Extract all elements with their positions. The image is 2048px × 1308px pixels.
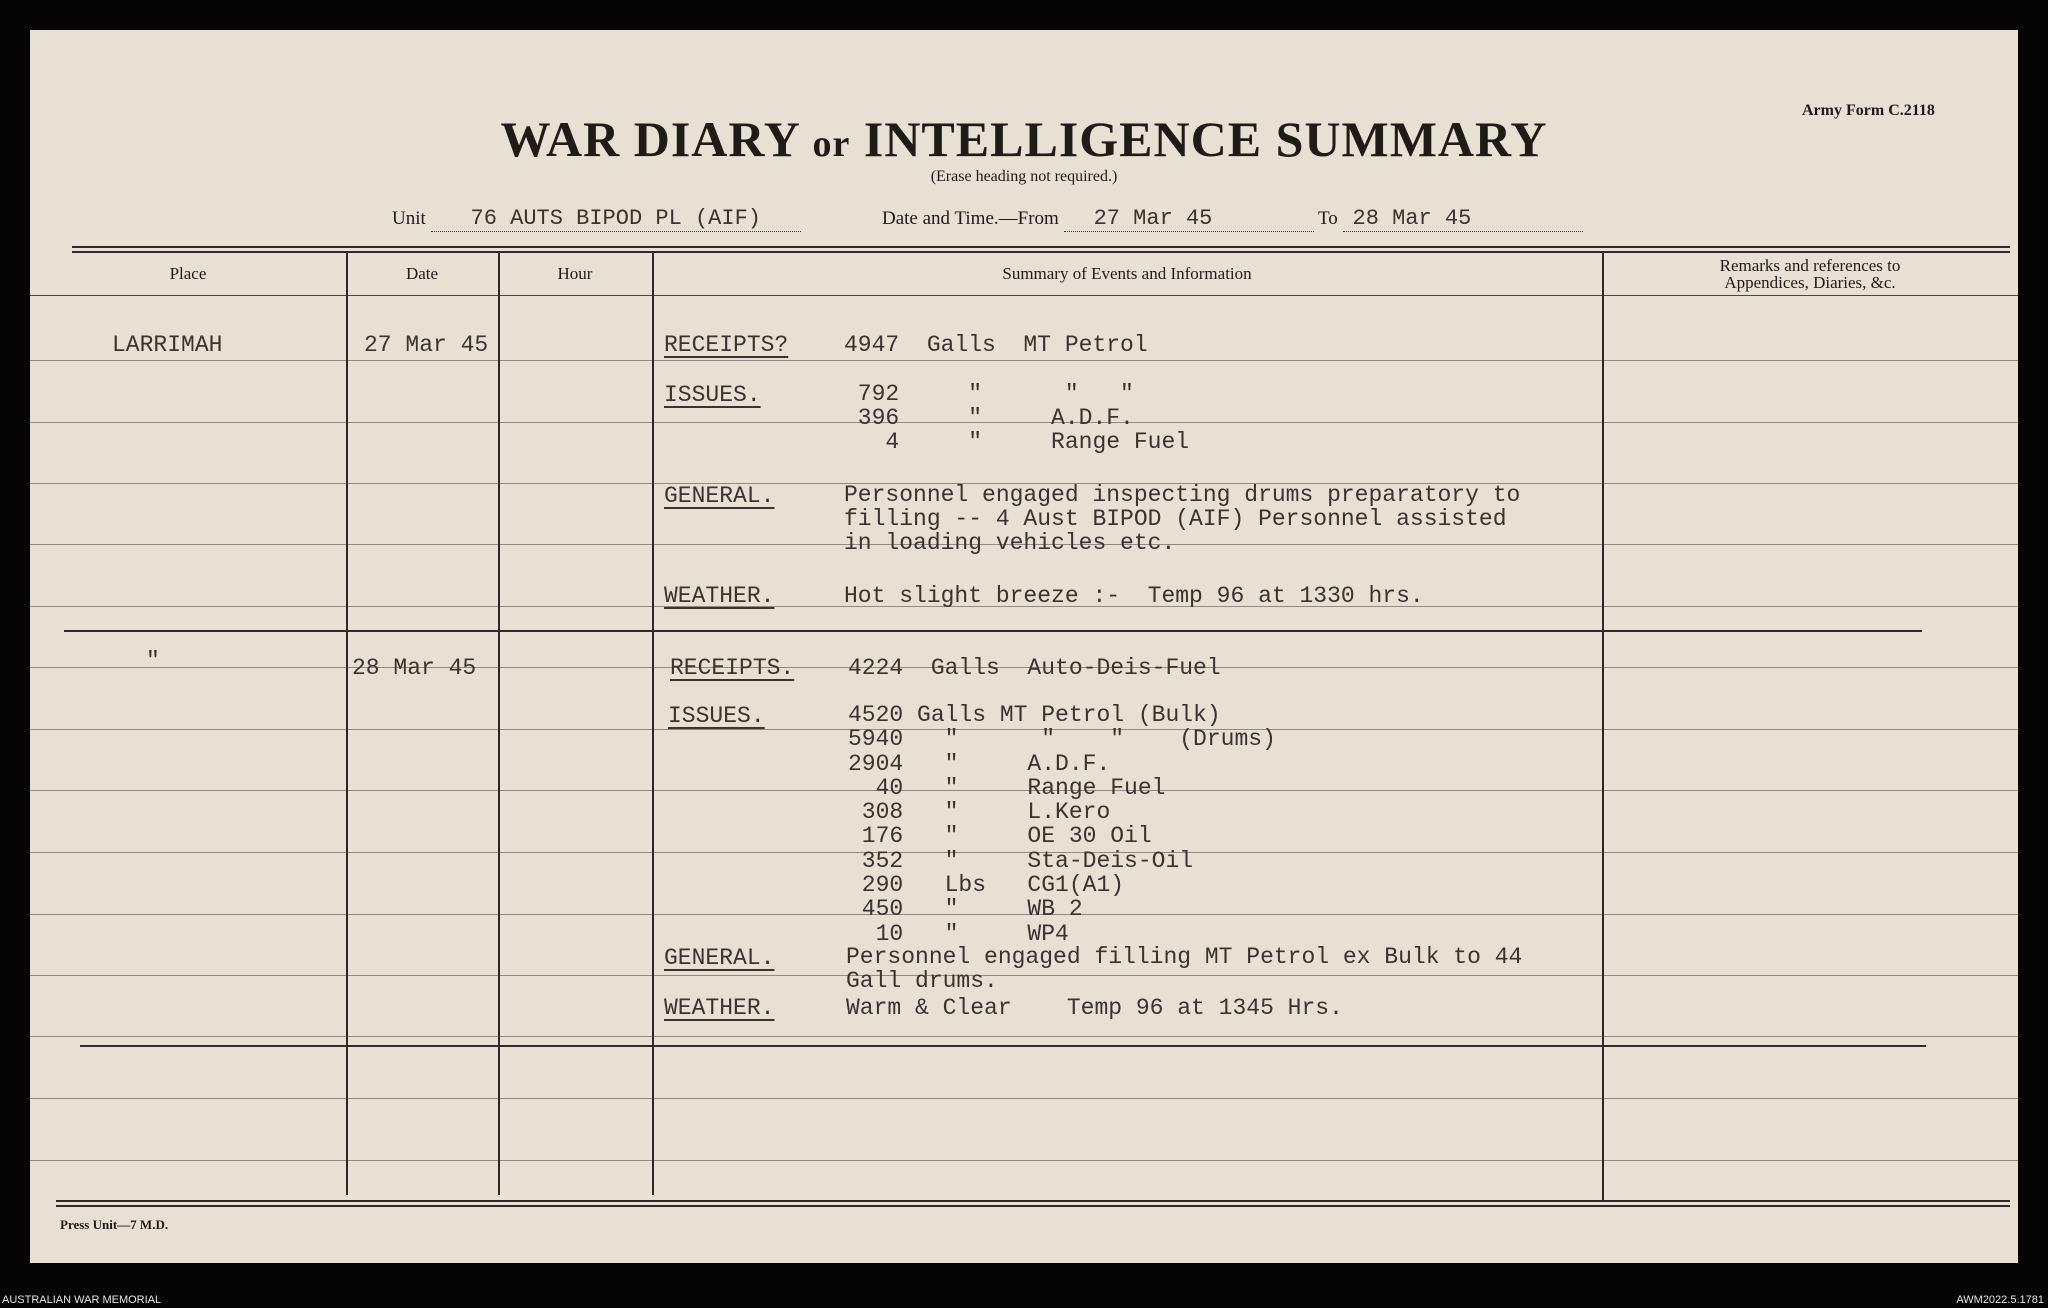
entry2-issue-line: 176 " OE 30 Oil xyxy=(848,823,1152,850)
entry2-general-label: GENERAL. xyxy=(664,945,775,971)
entry2-weather-label: WEATHER. xyxy=(664,995,775,1021)
unit-value: 76 AUTS BIPOD PL (AIF) xyxy=(470,206,761,231)
entry2-issue-line: 352 " Sta-Deis-Oil xyxy=(848,847,1194,874)
entry1-issue-line: 396 " A.D.F. xyxy=(844,405,1134,431)
ruled-line xyxy=(30,1098,2018,1099)
column-header-summary: Summary of Events and Information xyxy=(1002,264,1252,283)
column-divider xyxy=(1602,253,1604,1201)
entry2-issues-list xyxy=(848,703,1276,946)
entry1-general-text xyxy=(844,483,1520,555)
unit-value-field xyxy=(431,206,801,232)
title-part-intelligence-summary: INTELLIGENCE SUMMARY xyxy=(863,111,1548,167)
header-rule-bottom xyxy=(72,251,2010,253)
catalogue-number: AWM2022.5.1781 xyxy=(1956,1294,2044,1306)
date-from-value: 27 Mar 45 xyxy=(1093,206,1213,231)
entry1-date: 27 Mar 45 xyxy=(364,332,489,358)
entry1-general-line: in loading vehicles etc. xyxy=(844,530,1176,556)
title-or: or xyxy=(812,123,851,165)
date-from-label: Date and Time.—From xyxy=(882,208,1059,229)
unit-line xyxy=(392,206,801,232)
entry2-issue-line: 4520 Galls MT Petrol (Bulk) xyxy=(848,702,1221,728)
column-header-date: Date xyxy=(405,264,439,283)
entry2-issue-line: 450 " WB 2 xyxy=(848,896,1083,923)
column-header-place: Place xyxy=(169,264,207,283)
entry2-issues-label: ISSUES. xyxy=(668,703,765,729)
entry1-issues-list xyxy=(844,382,1189,454)
ruled-line xyxy=(30,360,2018,361)
ruled-line xyxy=(30,1160,2018,1161)
header-rule-top xyxy=(72,246,2010,248)
entry2-issue-line: 308 " L.Kero xyxy=(848,799,1111,826)
bottom-rule-bottom xyxy=(56,1205,2010,1207)
entry1-receipts-label: RECEIPTS? xyxy=(664,332,789,358)
entry1-weather-label: WEATHER. xyxy=(664,583,775,609)
entry2-issue-line: 40 " Range Fuel xyxy=(848,774,1166,801)
form-subtitle: (Erase heading not required.) xyxy=(930,168,1118,185)
entry2-date: 28 Mar 45 xyxy=(352,655,477,681)
column-header-hour: Hour xyxy=(557,264,593,283)
entry1-issues-label: ISSUES. xyxy=(664,382,761,408)
entry1-issue-line: 792 " " " xyxy=(844,381,1134,407)
ruled-line xyxy=(30,1036,2018,1037)
unit-label: Unit xyxy=(392,208,426,229)
remarks-header-line-1: Remarks and references to xyxy=(1719,256,1901,275)
press-unit-label: Press Unit—7 M.D. xyxy=(60,1217,169,1232)
remarks-header-line-2: Appendices, Diaries, &c. xyxy=(1724,273,1896,292)
entry1-place: LARRIMAH xyxy=(112,332,223,358)
bottom-rule-top xyxy=(56,1200,2010,1202)
column-divider xyxy=(498,253,500,1195)
entry2-general-line: Personnel engaged filling MT Petrol ex Bulk to 44 xyxy=(846,944,1523,970)
entry2-general-text xyxy=(846,945,1522,993)
entry1-weather-text: Hot slight breeze :- Temp 96 at 1330 hrs. xyxy=(844,583,1424,609)
date-from-field xyxy=(1064,206,1314,232)
ruled-line xyxy=(30,295,2018,296)
column-divider xyxy=(346,253,348,1195)
column-divider xyxy=(652,253,654,1195)
entry2-receipts-label: RECEIPTS. xyxy=(670,655,795,681)
entry2-general-line: Gall drums. xyxy=(846,968,998,994)
entry2-issue-line: 290 Lbs CG1(A1) xyxy=(848,872,1125,899)
date-to-label: To xyxy=(1317,208,1338,229)
form-number: Army Form C.2118 xyxy=(1802,102,1935,119)
entry-separator xyxy=(80,1045,1926,1047)
column-header-remarks xyxy=(1602,257,2018,291)
date-range-line xyxy=(882,206,1583,232)
entry1-issue-line: 4 " Range Fuel xyxy=(844,429,1190,455)
entry2-place-ditto: " xyxy=(146,648,160,674)
title-part-war-diary: WAR DIARY xyxy=(500,111,799,167)
entry2-issue-line: 10 " WP4 xyxy=(848,920,1069,947)
entry1-receipts-text: 4947 Galls MT Petrol xyxy=(844,332,1148,358)
date-to-field xyxy=(1343,206,1583,232)
entry2-receipts-text: 4224 Galls Auto-Deis-Fuel xyxy=(848,655,1221,681)
entry-separator xyxy=(64,630,1922,632)
form-title xyxy=(30,110,2018,168)
institution-caption: AUSTRALIAN WAR MEMORIAL xyxy=(2,1294,162,1306)
entry1-general-label: GENERAL. xyxy=(664,483,775,509)
war-diary-form xyxy=(30,30,2018,1263)
entry1-general-line: Personnel engaged inspecting drums preparatory to xyxy=(844,482,1521,508)
entry1-general-line: filling -- 4 Aust BIPOD (AIF) Personnel assisted xyxy=(844,506,1507,532)
date-to-value: 28 Mar 45 xyxy=(1352,206,1472,231)
entry2-weather-text: Warm & Clear Temp 96 at 1345 Hrs. xyxy=(846,995,1343,1021)
entry2-issue-line: 2904 " A.D.F. xyxy=(848,750,1111,777)
entry2-issue-line: 5940 " " " (Drums) xyxy=(848,726,1276,753)
